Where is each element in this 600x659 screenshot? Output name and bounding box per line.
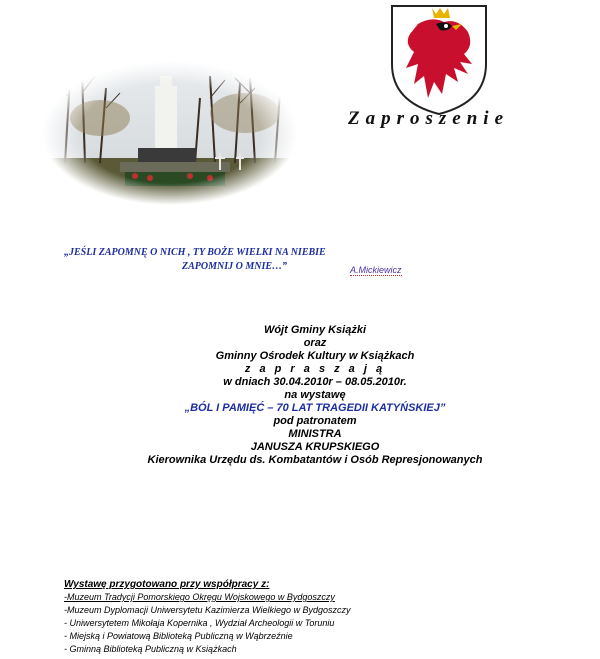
exhibition-intro: na wystawę — [284, 389, 346, 401]
list-item: - Uniwersytetem Mikołaja Kopernika , Wydział Archeologii w Toruniu — [64, 618, 335, 628]
invitation-block — [0, 324, 600, 467]
list-item: - Gminną Biblioteką Publiczną w Książkach — [64, 644, 237, 654]
minister-title: MINISTRA — [288, 428, 342, 440]
host: Wójt Gminy Książki — [263, 324, 367, 336]
list-item: -Muzeum Dyplomacji Uniwersytetu Kazimierza Wielkiego w Bydgoszczy — [64, 605, 351, 615]
memorial-photo — [40, 58, 300, 208]
minister-name: JANUSZA KRUPSKIEGO — [250, 441, 380, 453]
cultural-center: Gminny Ośrodek Kultury w Książkach — [215, 350, 415, 362]
invite-text: z a p r a s z a j ą — [244, 363, 386, 375]
page-title: Zaproszenie — [348, 108, 509, 129]
minister-office: Kierownika Urzędu ds. Kombatantów i Osób Represjonowanych — [147, 454, 483, 466]
collaboration-heading: Wystawę przygotowano przy współpracy z: — [64, 579, 270, 590]
eagle-crest-icon — [388, 2, 490, 116]
quote-line-2: ZAPOMNIJ O MNIE…” — [182, 261, 288, 272]
list-item: -Muzeum Tradycji Pomorskiego Okręgu Wojskowego w Bydgoszczy — [64, 592, 335, 602]
collaboration-list — [64, 578, 504, 656]
patronage: pod patronatem — [273, 415, 357, 427]
quote-author: A.Mickiewicz — [350, 265, 402, 275]
and-text: oraz — [303, 337, 327, 349]
quote-line-1: „JEŚLI ZAPOMNĘ O NICH , TY BOŻE WIELKI NA NIEBIE — [64, 247, 326, 258]
exhibition-title: „BÓL I PAMIĘĆ – 70 LAT TRAGEDII KATYŃSKIEJ” — [184, 402, 446, 414]
list-item: - Miejską i Powiatową Biblioteką Publiczną w Wąbrzeźnie — [64, 631, 293, 641]
dates: w dniach 30.04.2010r – 08.05.2010r. — [223, 376, 407, 388]
